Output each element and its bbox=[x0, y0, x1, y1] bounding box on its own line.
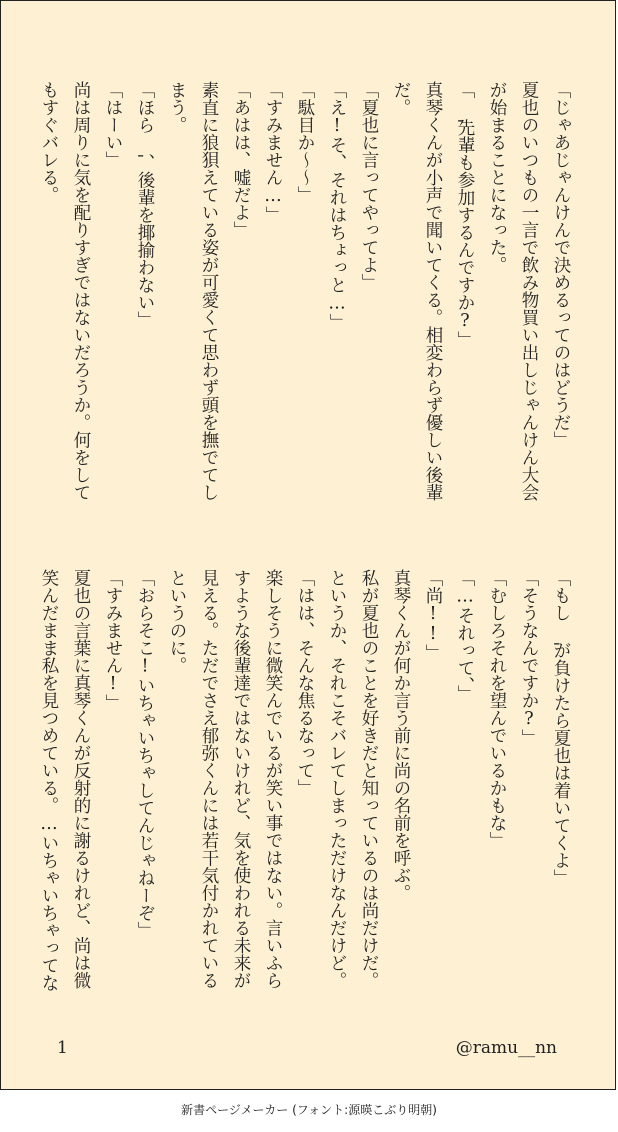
text-line: すような後輩達ではないけれど、気を使われる未来が bbox=[231, 569, 251, 989]
text-line: 「尚!!」 bbox=[423, 569, 443, 662]
text-line: 「はは、そんな焦るなって」 bbox=[295, 569, 315, 797]
text-line: 私が夏也のことを好きだと知っているのは尚だけだ。 bbox=[359, 569, 379, 989]
text-line: というのに。 bbox=[167, 569, 187, 674]
text-line: 「え!そ、それはちょっと…」 bbox=[327, 81, 347, 331]
text-line: 「すみません…」 bbox=[263, 81, 283, 224]
text-line: まう。 bbox=[167, 81, 187, 134]
text-line: 「おらそこ!いちゃいちゃしてんじゃねーぞ」 bbox=[135, 569, 155, 939]
text-line: 尚は周りに気を配りすぎではないだろうか。何をして bbox=[71, 81, 91, 501]
text-line: 「あはは、嘘だよ」 bbox=[231, 81, 251, 239]
generator-credit: 新書ページメーカー (フォント:源暎こぶり明朝) bbox=[181, 1103, 437, 1117]
text-line: 夏也のいつもの一言で飲み物買い出しじゃんけん大会 bbox=[519, 81, 539, 501]
text-line: だ。 bbox=[391, 81, 411, 116]
text-line: 「…それって、」 bbox=[455, 569, 475, 703]
text-line: 笑んだまま私を見つめている。…いちゃいちゃってな bbox=[39, 569, 59, 992]
lower-text-block bbox=[33, 569, 577, 1009]
text-line: 真琴くんが小声で聞いてくる。相変わらず優しい後輩 bbox=[423, 81, 443, 501]
text-line: 「夏也に言ってやってよ」 bbox=[359, 81, 379, 291]
text-line: 楽しそうに微笑んでいるが笑い事ではない。言いふら bbox=[263, 569, 283, 989]
text-line: 「じゃあじゃんけんで決めるってのはどうだ」 bbox=[551, 81, 571, 449]
text-line: 素直に狼狽えている姿が可愛くて思わず頭を撫でてし bbox=[199, 81, 219, 501]
text-line: が始まることになった。 bbox=[487, 81, 507, 274]
text-line: 「そうなんですか?」 bbox=[519, 569, 539, 747]
text-line: 「もし ̄が負けたら夏也は着いてくよ」 bbox=[551, 569, 571, 887]
text-line: 見える。ただでさえ郁弥くんには若干気付かれている bbox=[199, 569, 219, 989]
text-line: 「むしろそれを望んでいるかもな」 bbox=[487, 569, 507, 849]
text-line: 夏也の言葉に真琴くんが反射的に謝るけれど、尚は微 bbox=[71, 569, 91, 989]
text-line: 「はーい」 bbox=[103, 81, 123, 169]
author-handle: @ramu__nn bbox=[455, 1038, 557, 1058]
text-line: 「すみません!」 bbox=[103, 569, 123, 712]
text-line: 「ほら ̄、後輩を揶揄わない」 bbox=[135, 81, 155, 329]
upper-text-block bbox=[33, 81, 577, 521]
text-line: 真琴くんが何か言う前に尚の名前を呼ぶ。 bbox=[391, 569, 411, 902]
text-line: もすぐバレる。 bbox=[39, 81, 59, 204]
text-line: 「駄目か〜〜」 bbox=[295, 81, 315, 204]
page-number: 1 bbox=[57, 1038, 68, 1058]
text-line: 「 ̄先輩も参加するんですか?」 bbox=[455, 81, 475, 349]
text-line: というか、それこそバレてしまっただけなんだけど。 bbox=[327, 569, 347, 989]
